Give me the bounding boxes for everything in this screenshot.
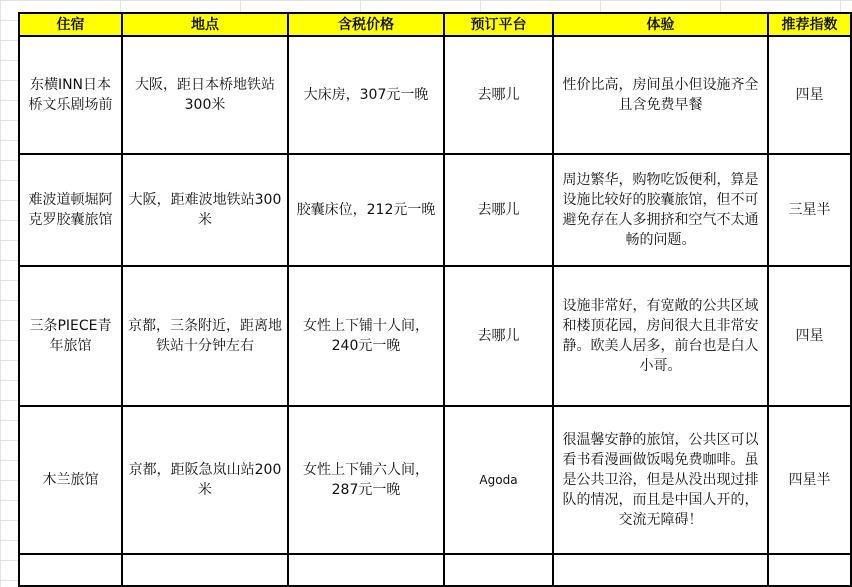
cell-rating: 四星	[768, 266, 851, 406]
cell-experience: 很温馨安静的旅馆，公共区可以看书看漫画做饭喝免费咖啡。虽是公共卫浴，但是从没出现过排队的情况，而且是中国人开的，交流无障碍！	[553, 406, 768, 554]
cell-price: 大床房，307元一晚	[288, 36, 444, 154]
cell-empty	[768, 554, 851, 586]
cell-rating: 三星半	[768, 154, 851, 266]
cell-location: 大阪，距难波地铁站300米	[122, 154, 288, 266]
cell-location: 京都，三条附近，距离地铁站十分钟左右	[122, 266, 288, 406]
header-platform: 预订平台	[444, 13, 553, 36]
header-rating: 推荐指数	[768, 13, 851, 36]
cell-empty	[122, 554, 288, 586]
cell-price: 胶囊床位，212元一晚	[288, 154, 444, 266]
header-price: 含税价格	[288, 13, 444, 36]
table-row	[19, 266, 851, 406]
cell-platform: Agoda	[444, 406, 553, 554]
table-row	[19, 36, 851, 154]
cell-experience: 性价比高，房间虽小但设施齐全且含免费早餐	[553, 36, 768, 154]
cell-empty	[288, 554, 444, 586]
cell-experience: 设施非常好，有宽敞的公共区域和楼顶花园，房间很大且非常安静。欧美人居多，前台也是白人小哥。	[553, 266, 768, 406]
cell-rating: 四星半	[768, 406, 851, 554]
cell-name: 木兰旅馆	[19, 406, 122, 554]
cell-platform: 去哪儿	[444, 154, 553, 266]
cell-platform: 去哪儿	[444, 266, 553, 406]
cell-name: 三条PIECE青年旅馆	[19, 266, 122, 406]
cell-price: 女性上下铺十人间，240元一晚	[288, 266, 444, 406]
cell-platform: 去哪儿	[444, 36, 553, 154]
header-row	[19, 13, 851, 36]
cell-empty	[553, 554, 768, 586]
table-row	[19, 406, 851, 554]
cell-name: 东横INN日本桥文乐剧场前	[19, 36, 122, 154]
header-name: 住宿	[19, 13, 122, 36]
table-row	[19, 154, 851, 266]
table-row-partial	[19, 554, 851, 586]
cell-experience: 周边繁华，购物吃饭便利，算是设施比较好的胶囊旅馆，但不可避免存在人多拥挤和空气不太通畅的问题。	[553, 154, 768, 266]
cell-rating: 四星	[768, 36, 851, 154]
hostel-table	[18, 12, 852, 587]
cell-price: 女性上下铺六人间，287元一晚	[288, 406, 444, 554]
header-experience: 体验	[553, 13, 768, 36]
cell-name: 难波道顿堀阿克罗胶囊旅馆	[19, 154, 122, 266]
cell-location: 京都，距阪急岚山站200米	[122, 406, 288, 554]
cell-empty	[19, 554, 122, 586]
header-location: 地点	[122, 13, 288, 36]
cell-location: 大阪，距日本桥地铁站300米	[122, 36, 288, 154]
cell-empty	[444, 554, 553, 586]
